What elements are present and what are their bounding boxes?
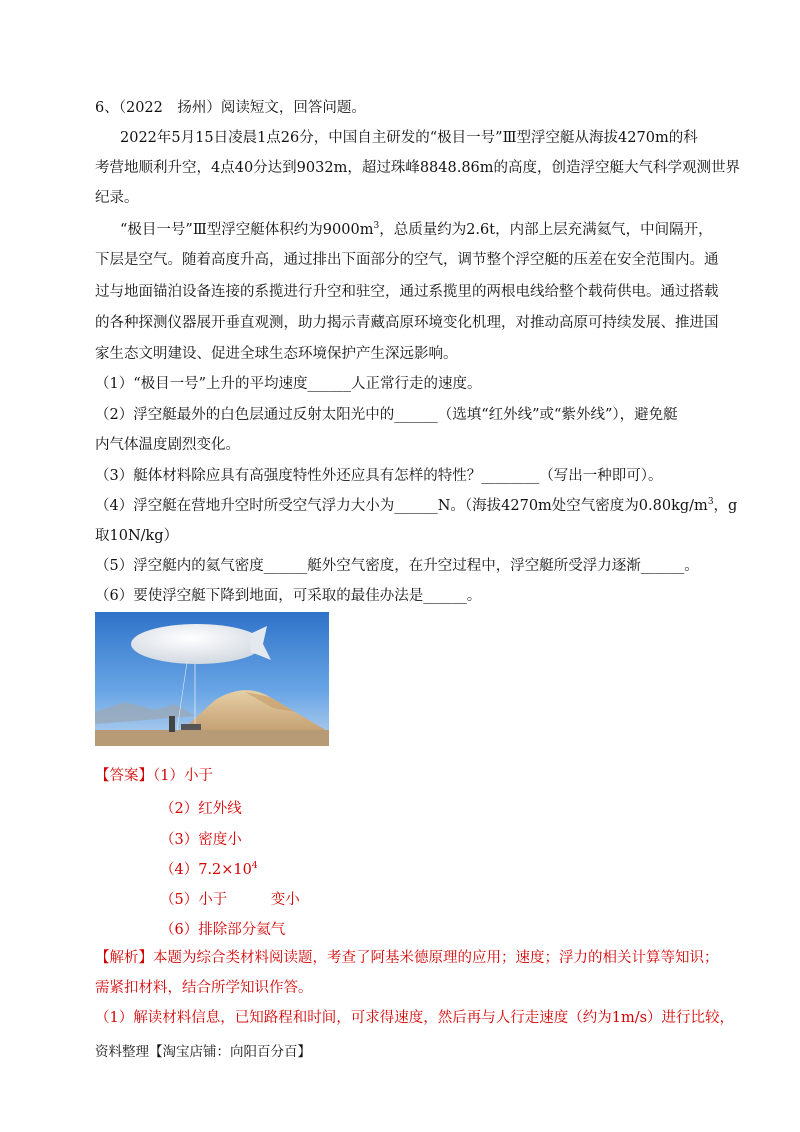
para1-line2: 考营地顺利升空，4点40分达到9032m，超过珠峰8848.86m的高度，创造浮空艇大气科学观测世界: [95, 160, 741, 176]
para2-line2: 下层是空气。随着高度升高，通过排出下面部分的空气，调节整个浮空艇的压差在安全范围内。通: [95, 252, 719, 268]
para2-line4: 的各种探测仪器展开垂直观测，助力揭示青藏高原环境变化机理，对推动高原可持续发展、推进国: [95, 315, 719, 331]
para2-line3: 过与地面锚泊设备连接的系揽进行升空和驻空，通过系揽里的两根电线给整个载荷供电。通过搭载: [95, 284, 719, 300]
question-header: 6、（2022 扬州）阅读短文，回答问题。: [95, 100, 366, 116]
para2-line1: “极目一号”Ⅲ型浮空艇体积约为$9000m^3$，总质量约为2.6t，内部上层充满氦气，中间隔开，: [120, 221, 713, 238]
question-2-line2: 内气体温度剧烈变化。: [95, 437, 240, 453]
question-2-line1: （2）浮空艇最外的白色层通过反射太阳光中的______（选填“红外线”或“紫外线”），避免艇: [95, 407, 678, 423]
question-3: （3）艇体材料除应具有高强度特性外还应具有怎样的特性？________（写出一种即可）。: [95, 468, 663, 484]
question-4-line2: 取10N/kg）: [95, 528, 179, 544]
answer-row-1: [95, 766, 710, 786]
answer-5: （5）小于 变小: [160, 892, 300, 908]
analysis-line3: （1）解读材料信息，已知路程和时间，可求得速度，然后再与人行走速度（约为1m/s）进行比较，: [95, 1010, 735, 1026]
footer-note: 资料整理【淘宝店铺：向阳百分百】: [95, 1044, 311, 1060]
answer-label: 【答案】: [95, 768, 153, 784]
question-1: （1）“极目一号”上升的平均速度______人正常行走的速度。: [95, 376, 482, 392]
analysis-line2: 需紧扣材料，结合所学知识作答。: [95, 980, 313, 996]
airship-illustration: [95, 612, 329, 746]
answer-6: （6）排除部分氦气: [160, 922, 286, 938]
para1-line3: 纪录。: [95, 190, 139, 206]
answer-1: （1）小于: [153, 768, 213, 784]
para1-line1: 2022年5月15日凌晨1点26分，中国自主研发的“极目一号”Ⅲ型浮空艇从海拔4270m的科: [120, 130, 698, 146]
para2-line5: 家生态文明建设、促进全球生态环境保护产生深远影响。: [95, 346, 458, 362]
question-6: （6）要使浮空艇下降到地面，可采取的最佳办法是______。: [95, 588, 482, 604]
airship-photo: [95, 612, 329, 746]
question-5: （5）浮空艇内的氦气密度______艇外空气密度，在升空过程中，浮空艇所受浮力逐渐______。: [95, 558, 699, 574]
answer-2: （2）红外线: [160, 801, 242, 817]
analysis-line1: 【解析】本题为综合类材料阅读题，考查了阿基米德原理的应用；速度；浮力的相关计算等知识；: [95, 950, 719, 966]
answer-4: $(4)7.2\times 10^4$: [160, 861, 258, 878]
question-4-line1: （4）浮空艇在营地升空时所受空气浮力大小为______N。（海拔4270m处空气密度为$0.80kg/m^3$，g: [95, 497, 738, 514]
answer-3: （3）密度小: [160, 832, 242, 848]
